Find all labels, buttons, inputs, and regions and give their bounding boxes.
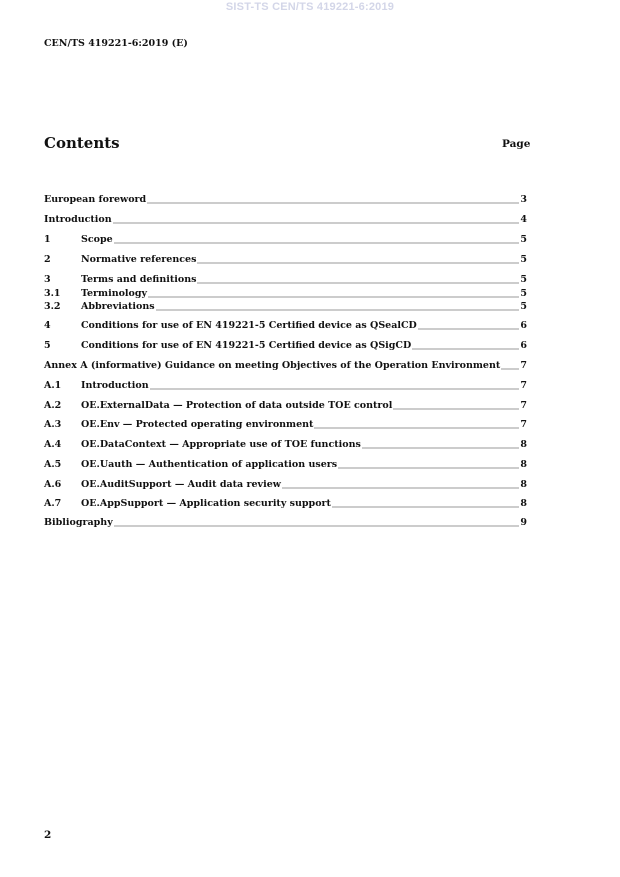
dot-leader	[393, 408, 519, 410]
toc-entry-title: Conditions for use of EN 419221-5 Certified device as QSigCD	[81, 340, 412, 351]
toc-entry[interactable]	[44, 254, 527, 266]
toc-entry-page: 5	[520, 301, 527, 312]
toc-entry-title: Annex A (informative) Guidance on meeting Objectives of the Operation Environment	[44, 360, 501, 371]
toc-entry-number: 4	[44, 320, 51, 331]
toc-entry-title: OE.DataContext — Appropriate use of TOE functions	[81, 439, 361, 450]
dot-leader	[147, 202, 519, 204]
toc-entry-title: Terms and definitions	[81, 274, 197, 285]
toc-entry[interactable]	[44, 288, 527, 300]
toc-entry-title: European foreword	[44, 194, 147, 205]
toc-entry-title: Introduction	[81, 380, 149, 391]
toc-entry[interactable]	[44, 459, 527, 471]
page-column-heading: Page	[502, 138, 531, 150]
toc-entry-number: A.3	[44, 419, 62, 430]
toc-entry-page: 6	[520, 340, 527, 351]
toc-entry-title: Abbreviations	[81, 301, 155, 312]
dot-leader	[114, 242, 520, 244]
toc-entry-title: OE.AuditSupport — Audit data review	[81, 479, 281, 490]
toc-entry-page: 9	[520, 517, 527, 528]
toc-entry-number: 5	[44, 340, 51, 351]
toc-entry-page: 5	[520, 254, 527, 265]
toc-entry-page: 7	[520, 419, 527, 430]
toc-entry-title: OE.AppSupport — Application security support	[81, 498, 331, 509]
toc-entry-page: 5	[520, 274, 527, 285]
toc-entry[interactable]	[44, 194, 527, 206]
toc-entry-page: 7	[520, 360, 527, 371]
toc-entry[interactable]	[44, 274, 527, 286]
toc-entry-title: OE.ExternalData — Protection of data outside TOE control	[81, 400, 393, 411]
toc-entry-title: Normative references	[81, 254, 197, 265]
watermark: SIST-TS CEN/TS 419221-6:2019	[225, 1, 395, 13]
page-number: 2	[44, 829, 52, 841]
toc-entry-page: 6	[520, 320, 527, 331]
toc-entry-page: 7	[520, 400, 527, 411]
toc-entry[interactable]	[44, 214, 527, 226]
toc-entry[interactable]	[44, 320, 527, 332]
toc-entry-number: 3.2	[44, 301, 61, 312]
toc-entry-number: 1	[44, 234, 51, 245]
toc-entry-number: A.4	[44, 439, 62, 450]
document-id: CEN/TS 419221-6:2019 (E)	[44, 38, 188, 49]
dot-leader	[418, 328, 520, 330]
toc-entry[interactable]	[44, 301, 527, 313]
dot-leader	[113, 222, 520, 224]
toc-entry-number: A.5	[44, 459, 62, 470]
dot-leader	[197, 282, 519, 284]
dot-leader	[362, 447, 520, 449]
toc-entry-page: 4	[520, 214, 527, 225]
dot-leader	[338, 467, 519, 469]
toc-entry-title: Scope	[81, 234, 113, 245]
toc-entry-number: 2	[44, 254, 51, 265]
toc-entry-page: 8	[520, 498, 527, 509]
dot-leader	[332, 506, 519, 508]
dot-leader	[156, 309, 520, 311]
toc-entry-page: 5	[520, 234, 527, 245]
dot-leader	[282, 487, 519, 489]
toc-entry[interactable]	[44, 340, 527, 352]
dot-leader	[114, 525, 520, 527]
dot-leader	[197, 262, 519, 264]
toc-entry-number: 3.1	[44, 288, 61, 299]
toc-entry[interactable]	[44, 234, 527, 246]
toc-entry-title: Bibliography	[44, 517, 113, 528]
toc-entry-title: Conditions for use of EN 419221-5 Certified device as QSealCD	[81, 320, 417, 331]
toc-entry-number: 3	[44, 274, 51, 285]
toc-entry-title: OE.Uauth — Authentication of application users	[81, 459, 338, 470]
dot-leader	[501, 368, 519, 370]
toc-entry-page: 8	[520, 459, 527, 470]
toc-entry[interactable]	[44, 479, 527, 491]
dot-leader	[412, 348, 519, 350]
toc-entry[interactable]	[44, 360, 527, 372]
toc-entry[interactable]	[44, 439, 527, 451]
toc-entry[interactable]	[44, 400, 527, 412]
toc-entry[interactable]	[44, 380, 527, 392]
toc-entry-page: 8	[520, 439, 527, 450]
toc-entry[interactable]	[44, 419, 527, 431]
toc-entry-page: 3	[520, 194, 527, 205]
toc-entry-page: 7	[520, 380, 527, 391]
toc-entry[interactable]	[44, 498, 527, 510]
toc-entry-number: A.1	[44, 380, 62, 391]
toc-entry-number: A.2	[44, 400, 62, 411]
dot-leader	[314, 427, 519, 429]
toc-entry-number: A.7	[44, 498, 62, 509]
toc-entry-number: A.6	[44, 479, 62, 490]
toc-entry-page: 8	[520, 479, 527, 490]
toc-entry-title: Introduction	[44, 214, 112, 225]
toc-entry[interactable]	[44, 517, 527, 529]
dot-leader	[148, 296, 519, 298]
contents-title: Contents	[44, 134, 120, 152]
dot-leader	[150, 388, 520, 390]
toc-entry-title: Terminology	[81, 288, 148, 299]
toc-entry-page: 5	[520, 288, 527, 299]
toc-entry-title: OE.Env — Protected operating environment	[81, 419, 314, 430]
